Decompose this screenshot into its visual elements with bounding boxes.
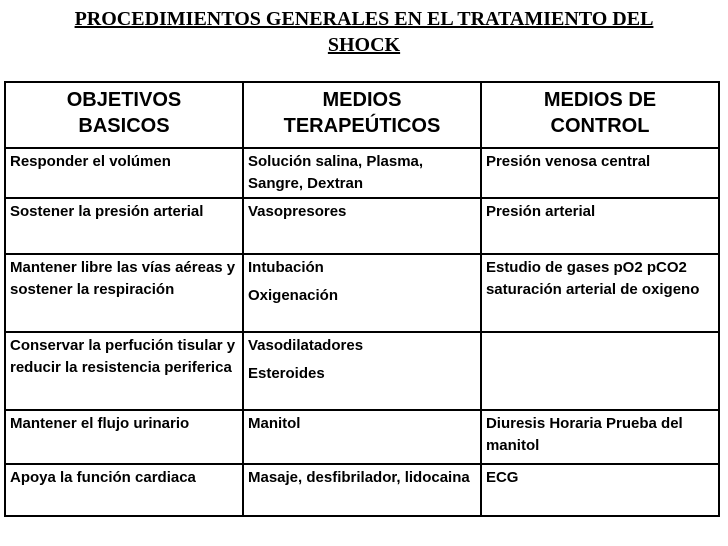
header-row [5,82,719,148]
title-line-1: PROCEDIMIENTOS GENERALES EN EL TRATAMIENTO DEL [74,8,654,30]
cell-control: Presión arterial [481,198,719,254]
cell-objetivo: Conservar la perfución tisular y reducir la resistencia periferica [5,332,243,410]
cell-medios: Masaje, desfibrilador, lidocaina [243,464,481,516]
table-row [5,464,719,516]
table-row [5,148,719,198]
cell-objetivo: Sostener la presión arterial [5,198,243,254]
cell-control: Diuresis Horaria Prueba del manitol [481,410,719,464]
cell-control: Estudio de gases pO2 pCO2 saturación arterial de oxigeno [481,254,719,332]
table-row [5,410,719,464]
table-row [5,254,719,332]
cell-medios: Manitol [243,410,481,464]
cell-medios: Vasodilatadores Esteroides [243,332,481,410]
cell-control [481,332,719,410]
cell-control: Presión venosa central [481,148,719,198]
cell-medios: Solución salina, Plasma, Sangre, Dextran [243,148,481,198]
cell-objetivo: Mantener libre las vías aéreas y sostener la respiración [5,254,243,332]
page-title [0,6,728,58]
cell-medios: Vasopresores [243,198,481,254]
procedures-table [4,81,720,517]
cell-objetivo: Responder el volúmen [5,148,243,198]
header-objetivos: OBJETIVOS BASICOS [5,82,243,148]
cell-objetivo: Mantener el flujo urinario [5,410,243,464]
header-medios: MEDIOS TERAPEÚTICOS [243,82,481,148]
title-line-2: SHOCK [327,34,401,56]
header-control: MEDIOS DE CONTROL [481,82,719,148]
table-row [5,198,719,254]
cell-objetivo: Apoya la función cardiaca [5,464,243,516]
cell-medios: Intubación Oxigenación [243,254,481,332]
table-row [5,332,719,410]
cell-control: ECG [481,464,719,516]
